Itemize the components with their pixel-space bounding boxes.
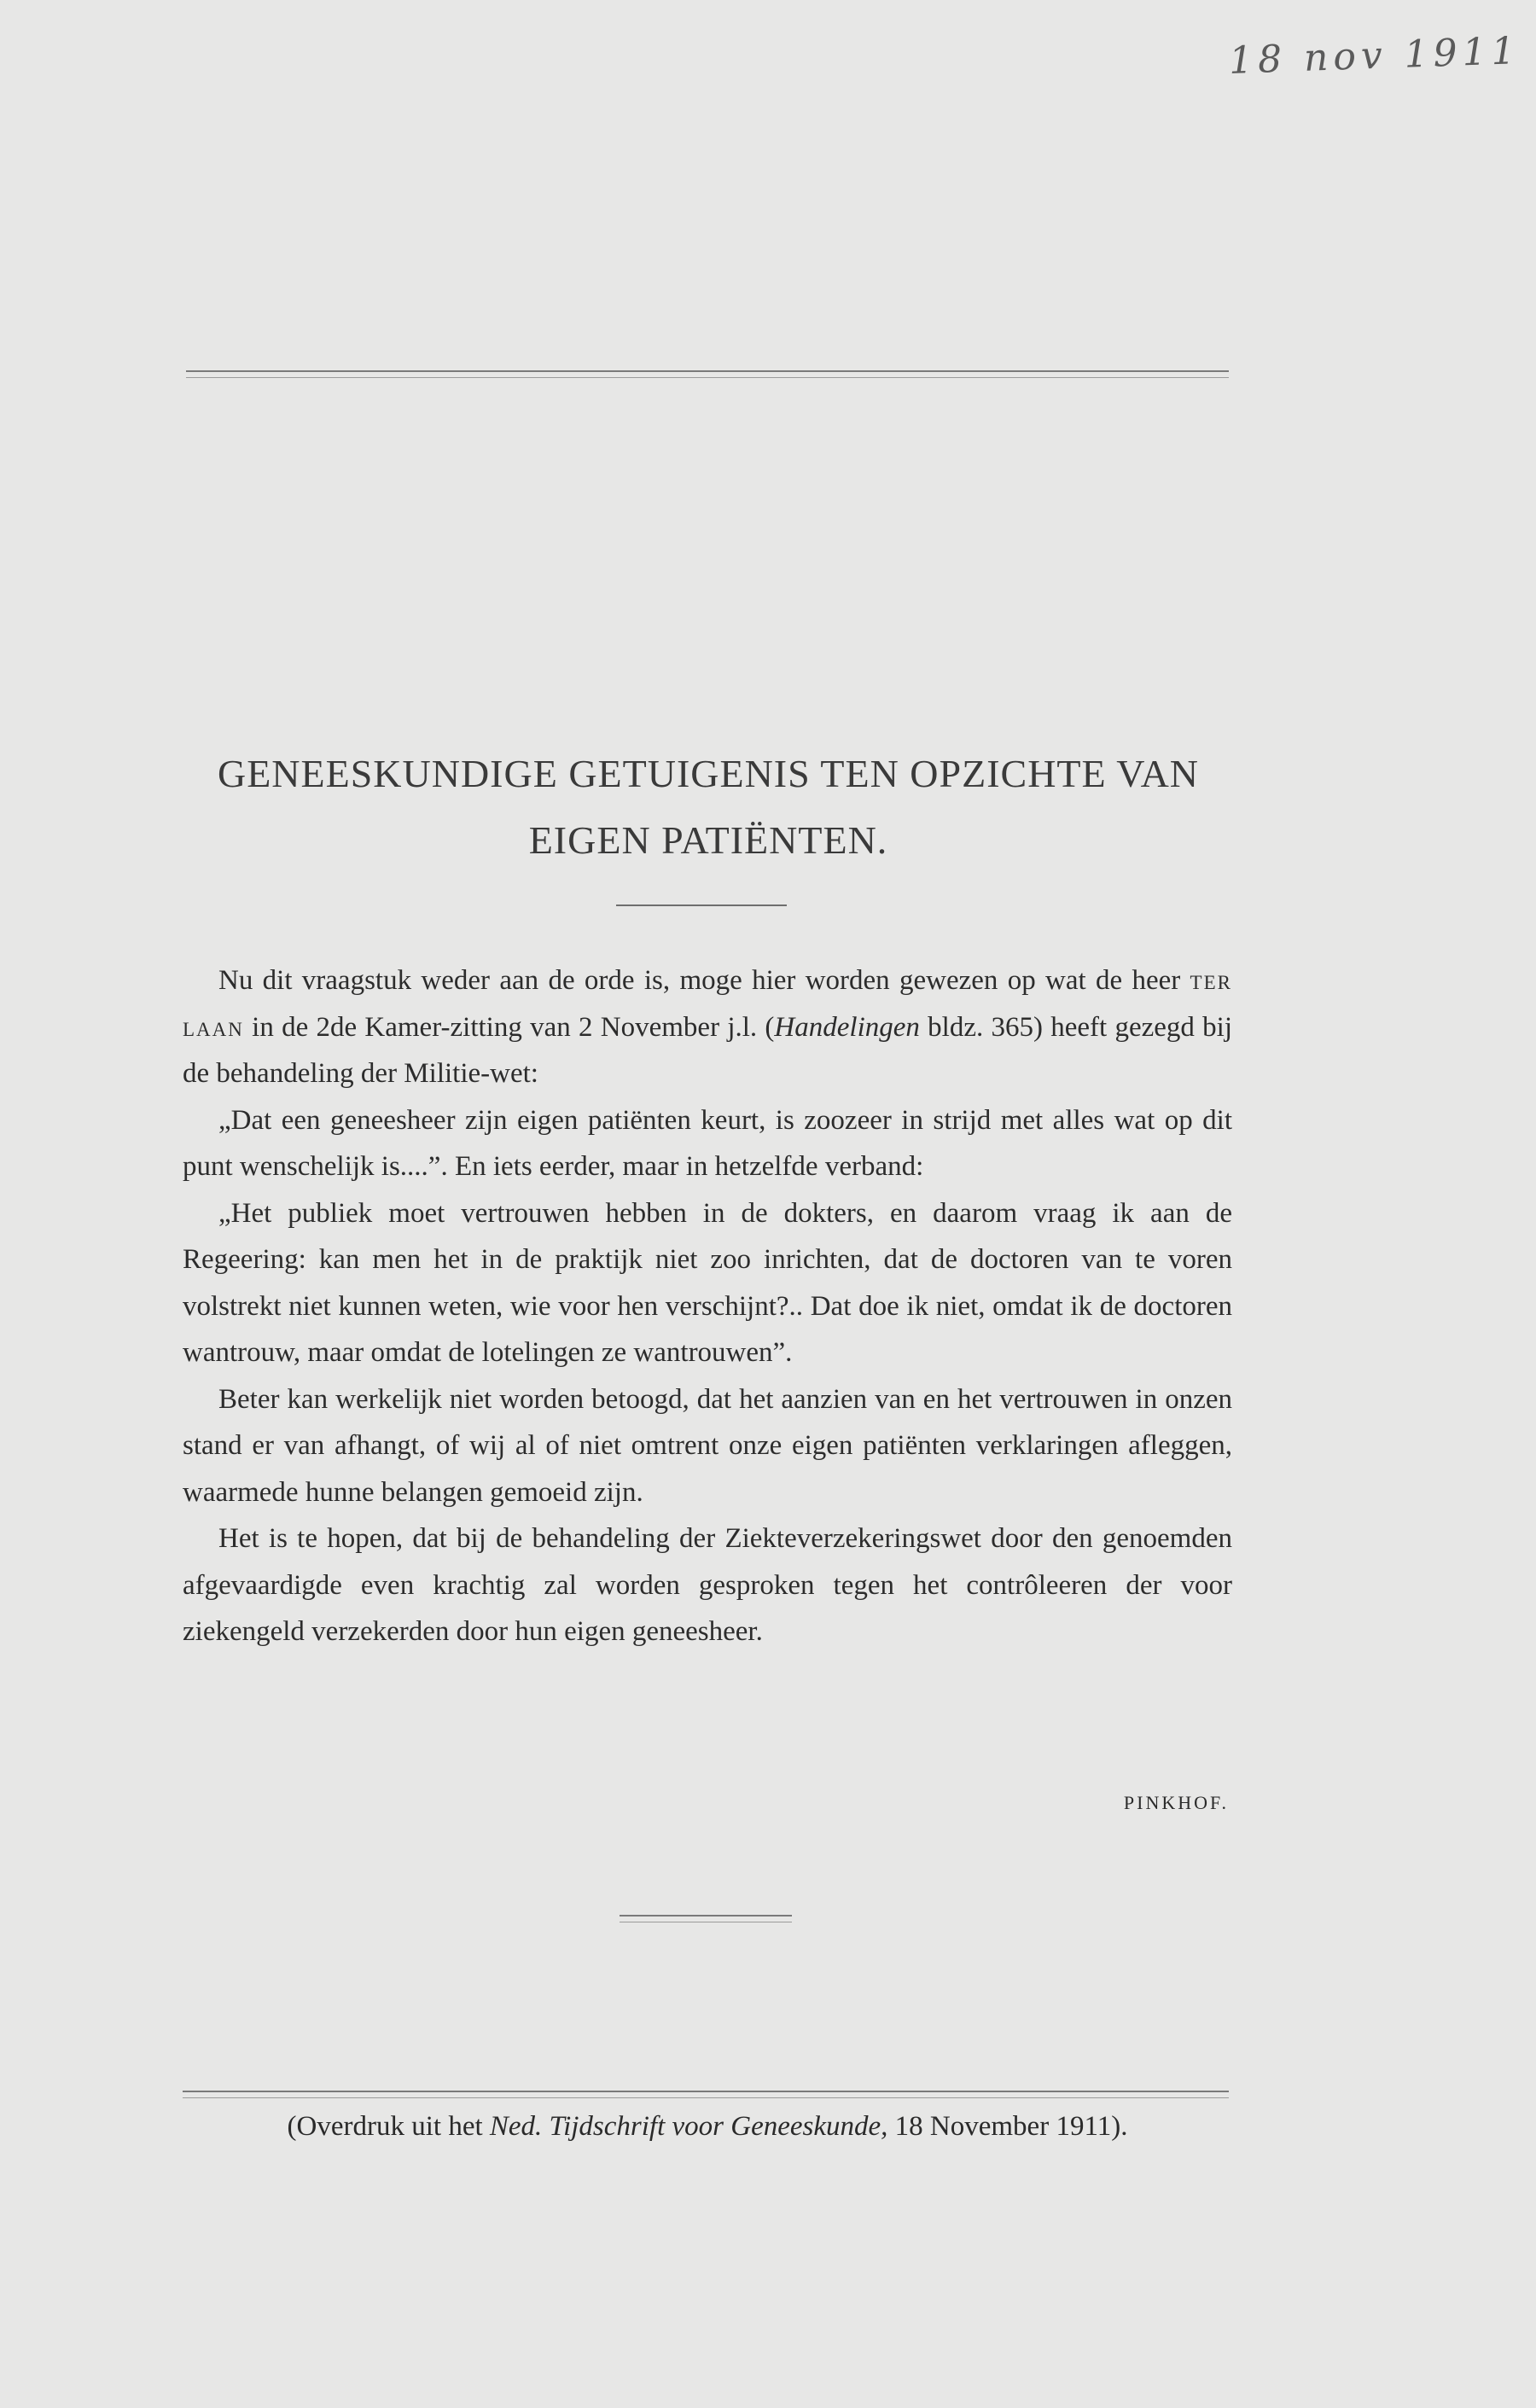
top-double-rule	[186, 370, 1229, 378]
offprint-note: (Overdruk uit het Ned. Tijdschrift voor Geneeskunde, 18 November 1911).	[287, 2111, 1128, 2142]
article-body	[183, 957, 1232, 1655]
speaker-name: ter laan	[183, 965, 1232, 1043]
paragraph-1: Nu dit vraagstuk weder aan de orde is, moge hier worden gewezen op wat de heer ter laan in de 2de Kamer-zitting van 2 November j.l. (Handelingen bldz. 365) heeft gezegd bij de behandeling der Militie-wet:	[183, 965, 1232, 1089]
paragraph-2: „Dat een geneesheer zijn eigen patiënten keurt, is zoozeer in strijd met alles wat op dit punt wenschelijk is....”. En iets eerder, maar in hetzelfde verband:	[183, 1104, 1232, 1182]
title-separator-rule	[616, 904, 787, 906]
title-line-2: EIGEN PATIËNTEN.	[528, 818, 888, 862]
page-title	[171, 741, 1246, 874]
title-line-1: GENEESKUNDIGE GETUIGENIS TEN OPZICHTE VAN	[217, 752, 1200, 795]
journal-title: Ned. Tijdschrift voor Geneeskunde,	[489, 2111, 888, 2142]
paragraph-4: Beter kan werkelijk niet worden betoogd, dat het aanzien van en het vertrouwen in onzen stand er van afhangt, of wij al of niet omtrent onze eigen patiënten verklaringen afleggen, waarmede hunne belangen gemoeid zijn.	[183, 1383, 1232, 1508]
handwritten-date: 18 nov 1911	[1228, 29, 1521, 83]
bottom-ornament-rule	[620, 1915, 792, 1922]
footer-double-rule	[183, 2091, 1229, 2098]
author-signature: PINKHOF.	[1123, 1792, 1229, 1813]
reference-title: Handelingen	[774, 1011, 920, 1043]
paragraph-5: Het is te hopen, dat bij de behandeling der Ziekteverzekeringswet door den genoemden afgevaardigde even krachtig zal worden gesproken tegen het contrôleeren der voor ziekengeld verzekerden door hun eigen geneesheer.	[183, 1523, 1232, 1647]
paragraph-3: „Het publiek moet vertrouwen hebben in de dokters, en daarom vraag ik aan de Regeering: kan men het in de praktijk niet zoo inrichten, dat de doctoren van te voren volstrekt niet kunnen weten, wie voor hen verschijnt?.. Dat doe ik niet, omdat ik de doctoren wantrouw, maar omdat de lotelingen ze wantrouwen”.	[183, 1197, 1232, 1368]
